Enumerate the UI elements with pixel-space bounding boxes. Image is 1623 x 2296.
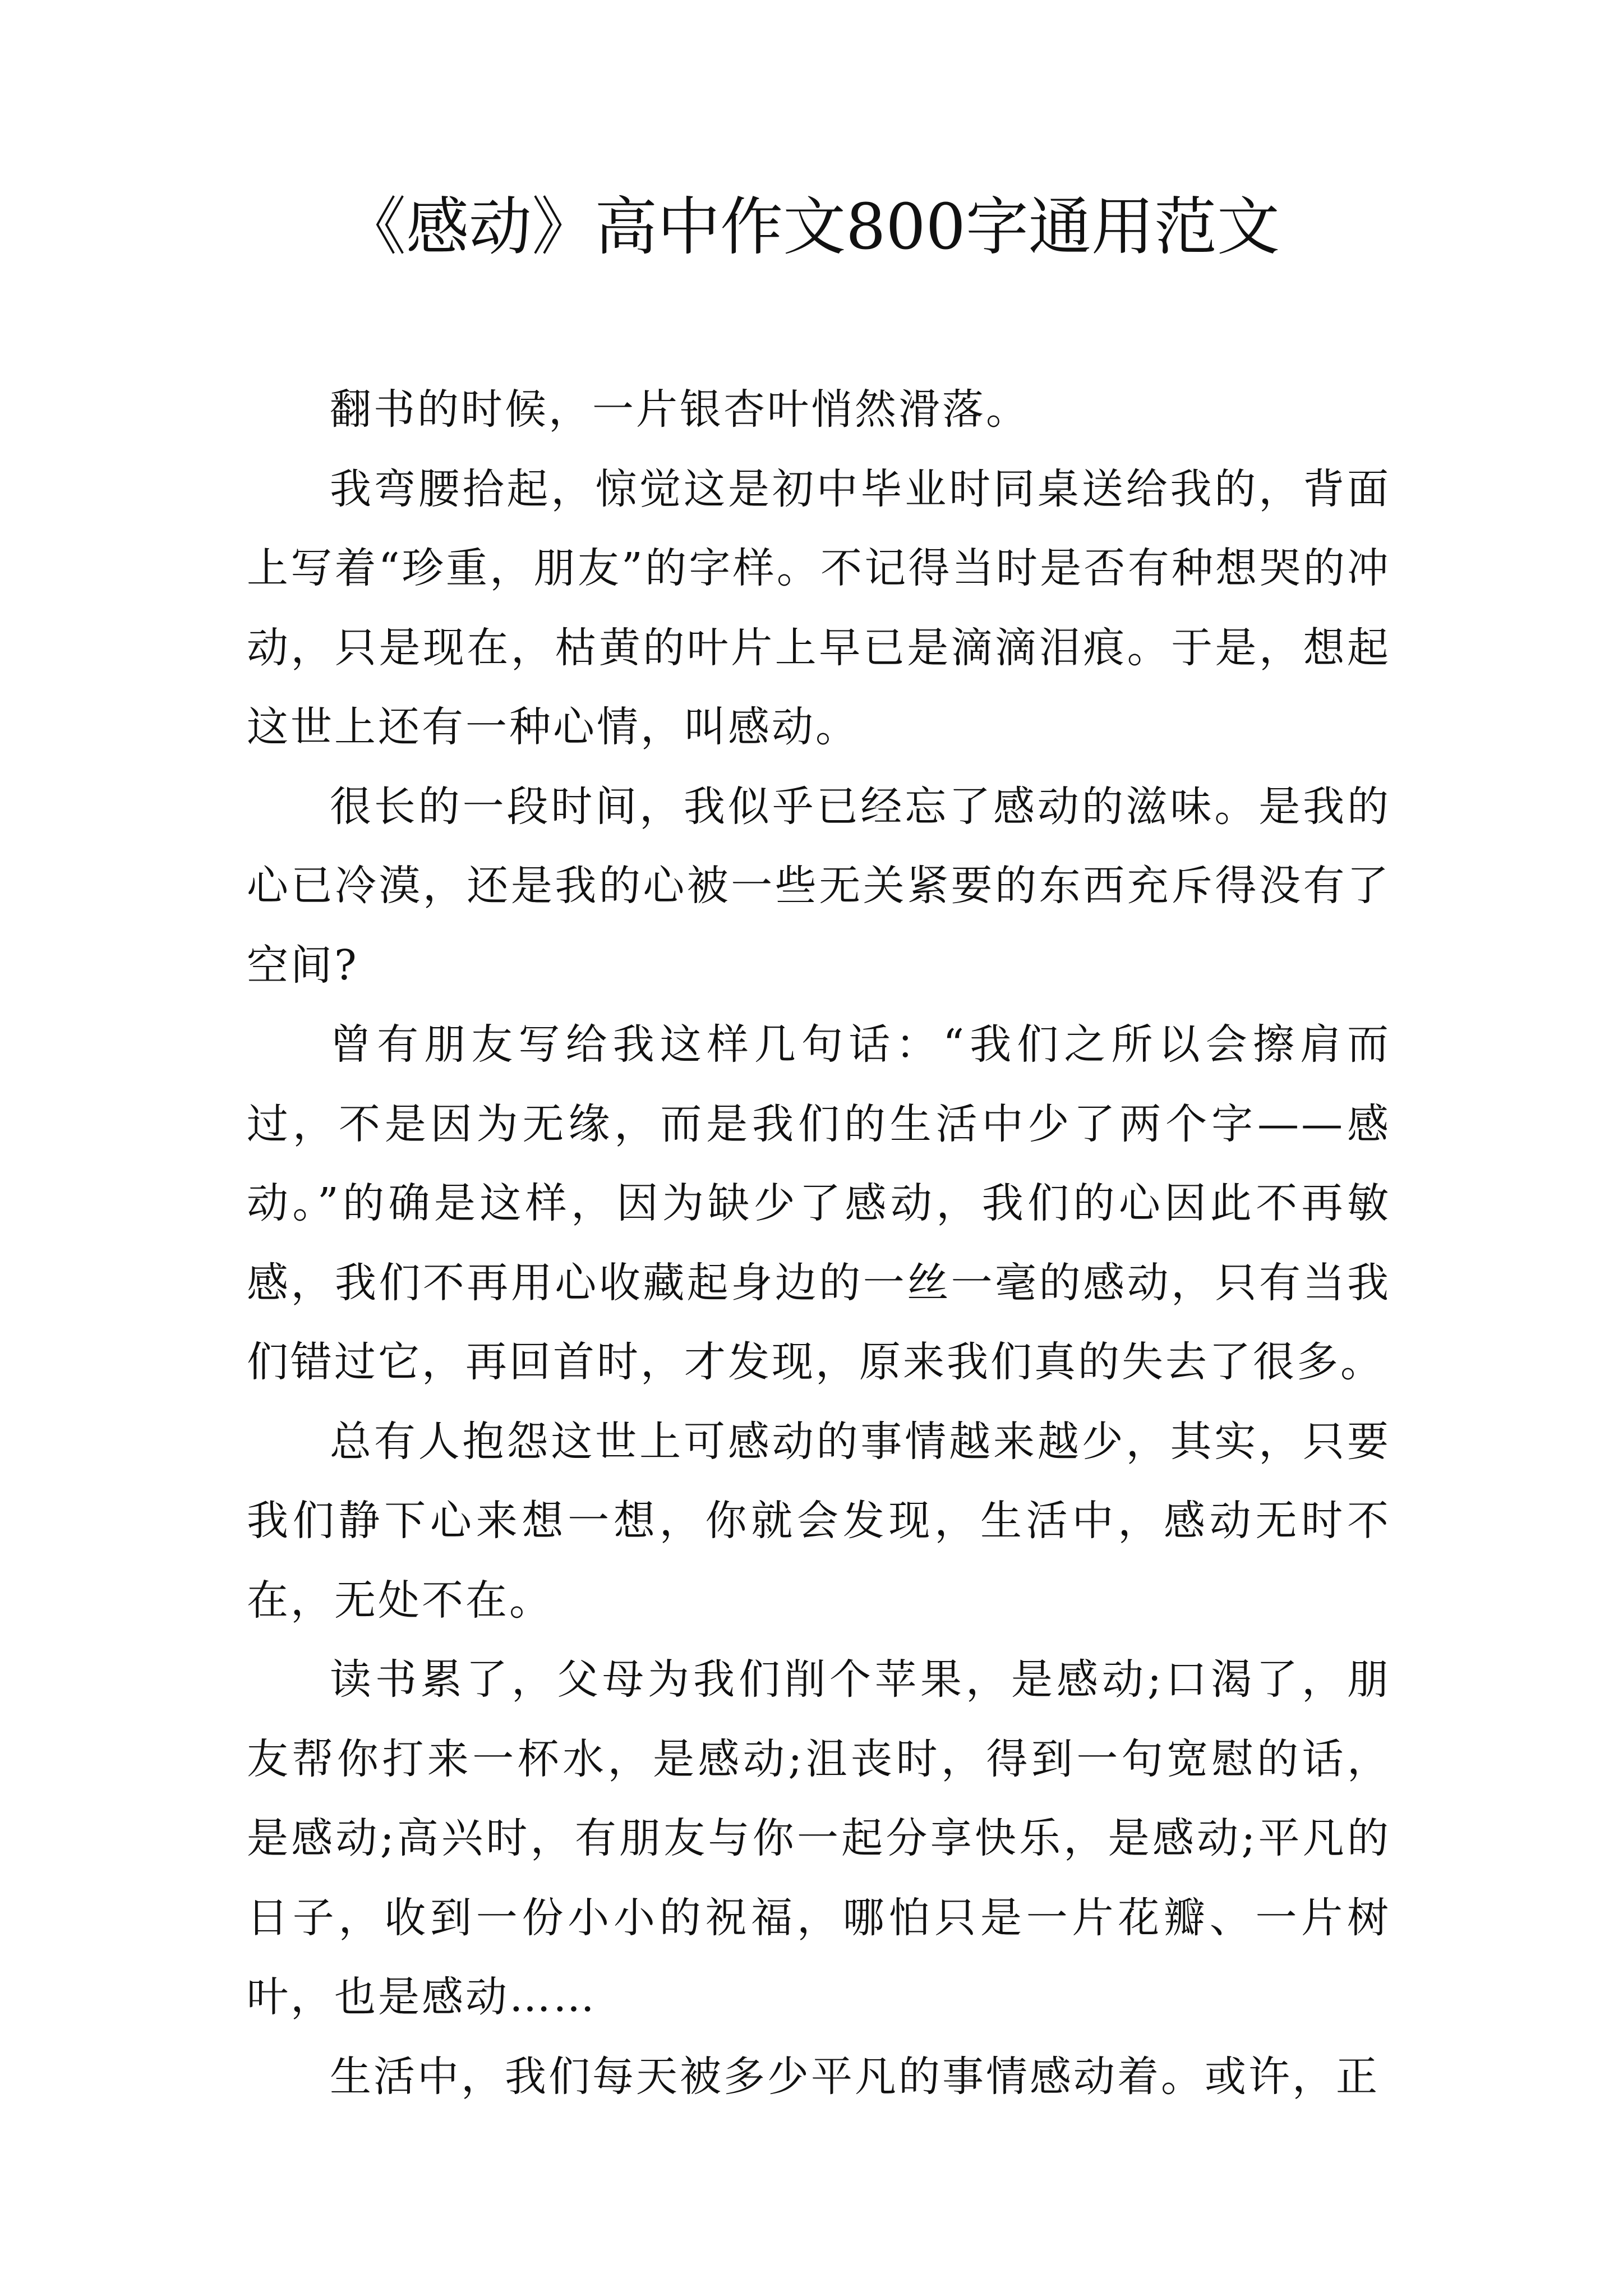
document-title: 《感动》高中作文800字通用范文	[343, 191, 1280, 264]
paragraph: 曾有朋友写给我这样几句话：“我们之所以会擦肩而过，不是因为无缘，而是我们的生活中少了两个字——感动。”的确是这样，因为缺少了感动，我们的心因此不再敏感，我们不再用心收藏起身边的一丝一毫的感动，只有当我们错过它，再回首时，才发现，原来我们真的失去了很多。	[247, 1020, 1391, 1386]
paragraph: 翻书的时候，一片银杏叶悄然滑落。	[330, 385, 1030, 434]
paragraph: 我弯腰拾起，惊觉这是初中毕业时同桌送给我的，背面上写着“珍重，朋友”的字样。不记得当时是否有种想哭的冲动，只是现在，枯黄的叶片上早已是滴滴泪痕。于是，想起这世上还有一种心情，叫感动。	[247, 464, 1391, 751]
paragraph: 很长的一段时间，我似乎已经忘了感动的滋味。是我的心已冷漠，还是我的心被一些无关紧要的东西充斥得没有了空间?	[247, 782, 1391, 990]
paragraph: 生活中，我们每天被多少平凡的事情感动着。或许，正	[330, 2052, 1380, 2101]
paragraph: 总有人抱怨这世上可感动的事情越来越少，其实，只要我们静下心来想一想，你就会发现，生活中，感动无时不在，无处不在。	[247, 1417, 1391, 1625]
document-body	[247, 370, 1391, 2116]
paragraph: 读书累了，父母为我们削个苹果，是感动;口渴了，朋友帮你打来一杯水，是感动;沮丧时，得到一句宽慰的话，是感动;高兴时，有朋友与你一起分享快乐，是感动;平凡的日子，收到一份小小的祝福，哪怕只是一片花瓣、一片树叶，也是感动……	[247, 1655, 1391, 2021]
